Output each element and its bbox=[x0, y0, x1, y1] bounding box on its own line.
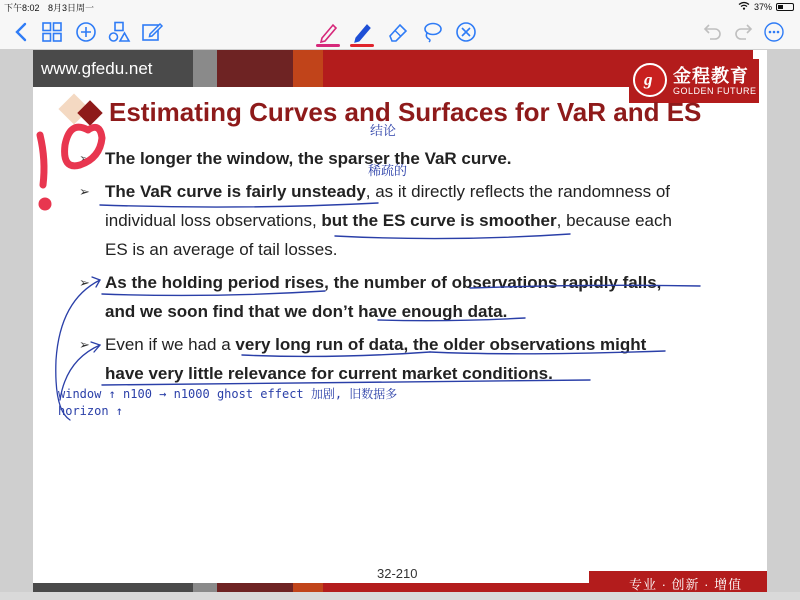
bullet-4-bold-2: have very little relevance for current market conditions. bbox=[105, 364, 553, 383]
date-label: 8月3日周一 bbox=[48, 3, 95, 13]
eraser-icon[interactable] bbox=[386, 20, 410, 44]
edit-icon[interactable] bbox=[140, 20, 164, 44]
canvas-margin-right bbox=[767, 50, 800, 592]
bullet-2 bbox=[79, 177, 739, 265]
canvas-margin-left bbox=[0, 50, 33, 592]
redo-icon[interactable] bbox=[732, 20, 756, 44]
page-number: 32-210 bbox=[377, 566, 418, 581]
note-sparse: 稀疏的 bbox=[368, 164, 408, 179]
highlighter-color-indicator bbox=[350, 44, 374, 47]
close-circle-icon[interactable] bbox=[454, 20, 478, 44]
lasso-icon[interactable] bbox=[420, 20, 444, 44]
bullet-4 bbox=[79, 330, 739, 390]
battery-percent: 37% bbox=[753, 1, 772, 12]
bullet-arrow-icon: ➢ bbox=[79, 337, 90, 352]
bullet-3 bbox=[79, 268, 739, 328]
bullet-arrow-icon: ➢ bbox=[79, 275, 90, 290]
note-window: window ↑ n100 → n1000 ghost effect 加剧, 旧数据多 bbox=[58, 387, 398, 401]
bullet-2-text-2: individual loss observations, bbox=[105, 211, 322, 230]
bullet-arrow-icon: ➢ bbox=[79, 184, 90, 199]
pen-icon[interactable] bbox=[316, 20, 340, 44]
undo-icon[interactable] bbox=[700, 20, 724, 44]
bullet-1-text: The longer the window, the sparser the VaR curve. bbox=[105, 149, 512, 168]
bullet-4-text-1: Even if we had a bbox=[105, 335, 236, 354]
bullet-2-text-4: ES is an average of tail losses. bbox=[105, 240, 338, 259]
bullet-3-text-2: and we soon find that we don’t have enough data. bbox=[105, 302, 508, 321]
annotation-toolbar bbox=[0, 14, 800, 50]
back-icon[interactable] bbox=[10, 20, 34, 44]
highlighter-icon[interactable] bbox=[350, 20, 374, 44]
status-bar bbox=[0, 0, 800, 14]
note-horizon: horizon ↑ bbox=[58, 404, 124, 418]
bullet-arrow-icon: ➢ bbox=[79, 151, 90, 166]
battery-icon bbox=[776, 3, 794, 11]
bullet-3-text-1: As the holding period rises, the number of observations rapidly falls, bbox=[105, 273, 662, 292]
bullet-2-bold-1: The VaR curve is fairly unsteady bbox=[105, 182, 366, 201]
footer-slogan: 专业 · 创新 · 增值 bbox=[589, 571, 767, 592]
bullet-4-bold-1: very long run of data, the older observations might bbox=[235, 335, 647, 354]
pen-color-indicator bbox=[316, 44, 340, 47]
bullet-2-text-1: , as it directly reflects the randomness of bbox=[365, 182, 671, 201]
bullet-2-bold-2: but the ES curve is smoother bbox=[321, 211, 557, 230]
more-icon[interactable] bbox=[762, 20, 786, 44]
add-page-icon[interactable] bbox=[74, 20, 98, 44]
grid-icon[interactable] bbox=[40, 20, 64, 44]
clock-time: 下午8:02 bbox=[4, 3, 40, 13]
shapes-icon[interactable] bbox=[107, 20, 131, 44]
bullet-1 bbox=[79, 144, 739, 174]
slide-page[interactable] bbox=[33, 50, 767, 592]
logo-emblem-icon: g bbox=[633, 63, 667, 97]
logo-chinese-name: 金程教育 bbox=[673, 66, 749, 86]
slide-title: Estimating Curves and Surfaces for VaR and ES bbox=[109, 97, 702, 127]
note-conclusion: 结论 bbox=[370, 124, 397, 139]
site-url: www.gfedu.net bbox=[41, 59, 153, 78]
logo-english-name: GOLDEN FUTURE bbox=[673, 86, 757, 96]
bullet-2-text-3: , because each bbox=[556, 211, 672, 230]
wifi-icon bbox=[738, 1, 750, 12]
